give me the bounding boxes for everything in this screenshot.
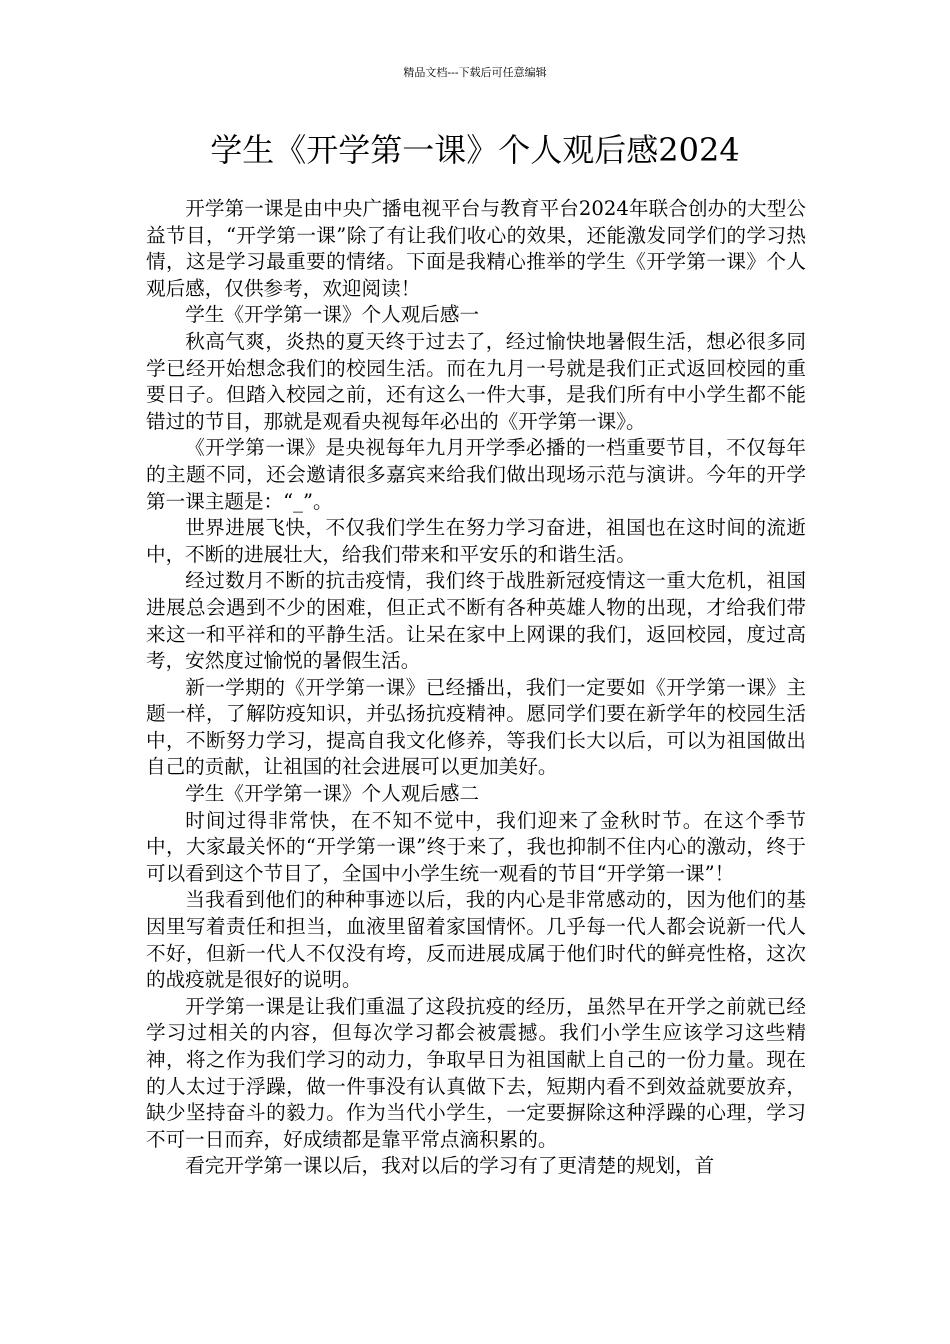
paragraph: 秋高气爽，炎热的夏天终于过去了，经过愉快地暑假生活，想必很多同学已经开始想念我们的校园生活。而在九月一号就是我们正式返回校园的重要日子。但踏入校园之前，还有这么一件大事，是我们所有中小学生都不能错过的节目，那就是观看央视每年必出的《开学第一课》。 [146, 329, 806, 433]
paragraph: 《开学第一课》是央视每年九月开学季必播的一档重要节目，不仅每年的主题不同，还会邀请很多嘉宾来给我们做出现场示范与演讲。今年的开学第一课主题是：“_”。 [146, 436, 806, 513]
paragraph: 看完开学第一课以后，我对以后的学习有了更清楚的规划，首 [185, 1154, 715, 1178]
paragraph: 新一学期的《开学第一课》已经播出，我们一定要如《开学第一课》主题一样，了解防疫知识，并弘扬抗疫精神。愿同学们要在新学年的校园生活中，不断努力学习，提高自我文化修养，等我们长大以后，可以为祖国做出自己的贡献，让祖国的社会进展可以更加美好。 [146, 675, 806, 779]
section-heading-2: 学生《开学第一课》个人观后感二 [185, 782, 480, 806]
header-note: 精品文档---下载后可任意编辑 [403, 66, 547, 79]
paragraph-intro: 开学第一课是由中央广播电视平台与教育平台2024年联合创办的大型公益节目，“开学第一课”除了有让我们收心的效果，还能激发同学们的学习热情，这是学习最重要的情绪。下面是我精心推举的学生《开学第一课》个人观后感，仅供参考，欢迎阅读！ [146, 197, 806, 300]
document-body [146, 196, 806, 1180]
paragraph: 开学第一课是让我们重温了这段抗疫的经历，虽然早在开学之前就已经学习过相关的内容，但每次学习都会被震撼。我们小学生应该学习这些精神，将之作为我们学习的动力，争取早日为祖国献上自己的一份力量。现在的人太过于浮躁，做一件事没有认真做下去，短期内看不到效益就要放弃，缺少坚持奋斗的毅力。作为当代小学生，一定要摒除这种浮躁的心理，学习不可一日而弃，好成绩都是靠平常点滴积累的。 [146, 994, 806, 1151]
paragraph: 世界进展飞快，不仅我们学生在努力学习奋进，祖国也在这时间的流逝中，不断的进展壮大，给我们带来和平安乐的和谐生活。 [146, 516, 806, 566]
paragraph: 当我看到他们的种种事迹以后，我的内心是非常感动的，因为他们的基因里写着责任和担当，血液里留着家国情怀。几乎每一代人都会说新一代人不好，但新一代人不仅没有垮，反而进展成属于他们时代的鲜亮性格，这次的战疫就是很好的说明。 [146, 888, 806, 992]
section-heading-1: 学生《开学第一课》个人观后感一 [185, 303, 480, 327]
document-title: 学生《开学第一课》个人观后感2024 [210, 131, 740, 169]
paragraph: 时间过得非常快，在不知不觉中，我们迎来了金秋时节。在这个季节中，大家最关怀的“开学第一课”终于来了，我也抑制不住内心的激动，终于可以看到这个节目了，全国中小学生统一观看的节目“开学第一课”！ [146, 808, 806, 885]
paragraph: 经过数月不断的抗击疫情，我们终于战胜新冠疫情这一重大危机，祖国进展总会遇到不少的困难，但正式不断有各种英雄人物的出现，才给我们带来这一和平祥和的平静生活。让呆在家中上网课的我们，返回校园，度过高考，安然度过愉悦的暑假生活。 [146, 569, 806, 673]
